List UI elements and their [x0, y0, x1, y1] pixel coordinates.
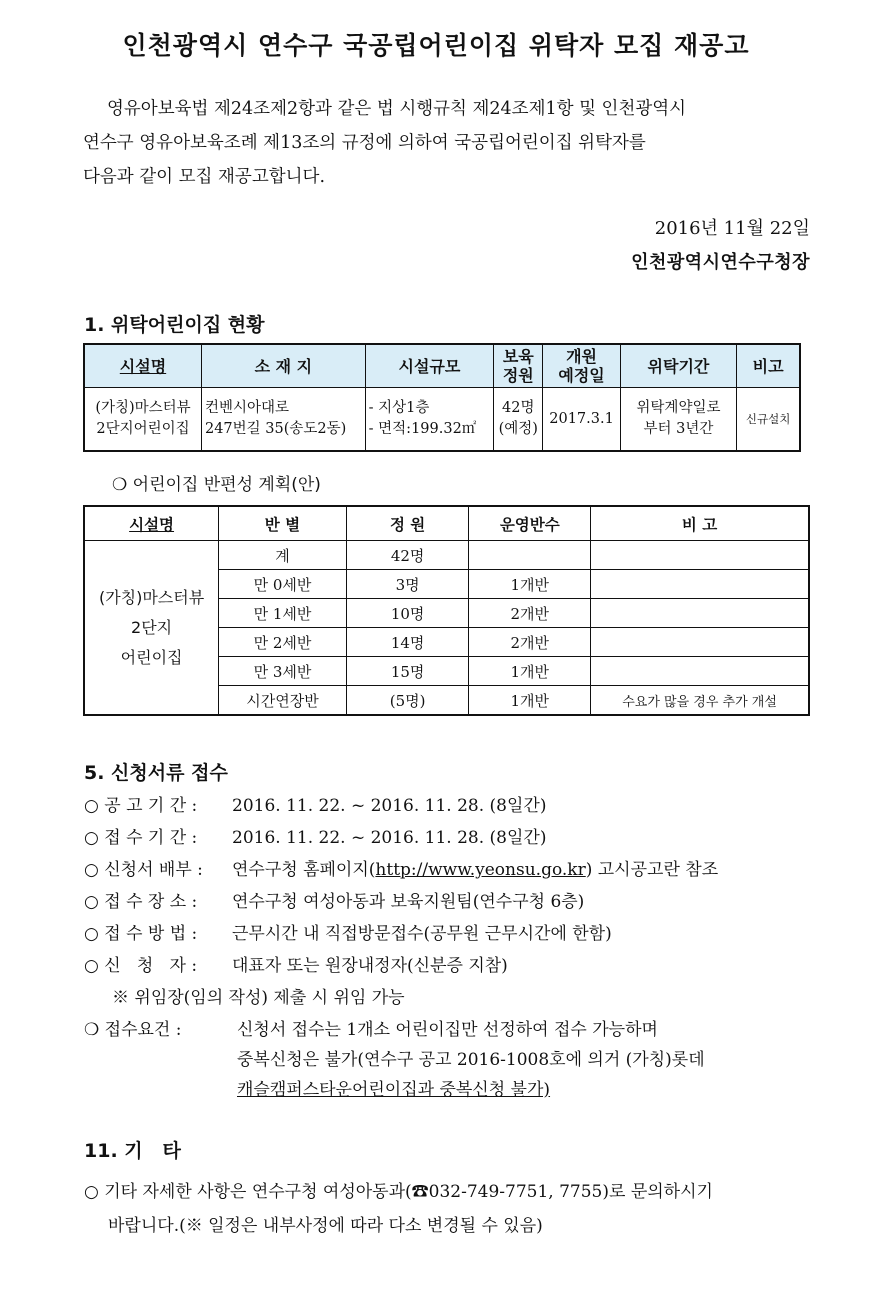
plan-cell-remark — [591, 599, 809, 628]
plan-cell-class: 만 3세반 — [219, 657, 347, 686]
class-plan-heading: ❍ 어린이집 반편성 계획(안) — [112, 475, 321, 495]
plan-cell-remark — [591, 541, 809, 570]
homepage-link[interactable]: http://www.yeonsu.go.kr — [375, 860, 586, 880]
plan-cell-count: 1개반 — [469, 686, 591, 716]
plan-cell-count — [469, 541, 591, 570]
other-info-line-2: 바랍니다.(※ 일정은 내부사정에 따라 다소 변경될 수 있음) — [108, 1216, 543, 1236]
intro-line-2: 연수구 영유아보육조례 제13조의 규정에 의하여 국공립어린이집 위탁자를 — [83, 133, 646, 153]
plan-cell-class: 계 — [219, 541, 347, 570]
plan-cell-count: 2개반 — [469, 599, 591, 628]
item-key: ○ 접 수 장 소 : — [84, 892, 198, 912]
list-item — [84, 854, 814, 886]
requirement-key: ❍ 접수요건 : — [84, 1020, 182, 1040]
item-value-prefix: 연수구청 홈페이지( — [232, 860, 376, 880]
intro-line-3: 다음과 같이 모집 재공고합니다. — [83, 167, 326, 187]
section-1-heading: 1. 위탁어린이집 현황 — [84, 314, 265, 336]
table-row — [84, 541, 809, 570]
requirement-line-2: 중복신청은 불가(연수구 공고 2016-1008호에 의거 (가칭)롯데 — [237, 1050, 705, 1070]
plan-cell-quota: 42명 — [346, 541, 469, 570]
header-address: 소 재 지 — [201, 344, 365, 388]
intro-paragraph — [83, 92, 813, 194]
plan-cell-quota: 3명 — [346, 570, 469, 599]
plan-cell-count: 2개반 — [469, 628, 591, 657]
item-value-suffix: ) 고시공고란 참조 — [585, 860, 719, 880]
item-key: ○ 신 청 자 : — [84, 956, 198, 976]
plan-cell-quota: (5명) — [346, 686, 469, 716]
item-key: ○ 신청서 배부 : — [84, 860, 203, 880]
item-value: 2016. 11. 22. ~ 2016. 11. 28. (8일간) — [232, 828, 547, 848]
item-key: ○ 접 수 기 간 : — [84, 828, 198, 848]
issuer-name: 인천광역시연수구청장 — [631, 252, 810, 273]
requirement-line-3: 캐슬캠퍼스타운어린이집과 중복신청 불가) — [237, 1080, 551, 1100]
plan-cell-remark: 수요가 많을 경우 추가 개설 — [591, 686, 809, 716]
requirement-line-1: 신청서 접수는 1개소 어린이집만 선정하여 접수 가능하며 — [237, 1020, 658, 1040]
list-item — [84, 918, 814, 950]
plan-header-name: 시설명 — [84, 506, 219, 541]
section-5-heading: 5. 신청서류 접수 — [84, 762, 228, 784]
header-period: 위탁기간 — [620, 344, 736, 388]
plan-cell-class: 만 0세반 — [219, 570, 347, 599]
cell-scale: - 지상1층 - 면적:199.32㎡ — [365, 388, 494, 452]
section-11-heading: 11. 기 타 — [84, 1140, 181, 1162]
plan-cell-quota: 10명 — [346, 599, 469, 628]
plan-cell-quota: 14명 — [346, 628, 469, 657]
item-value: 연수구청 여성아동과 보육지원팀(연수구청 6층) — [232, 892, 585, 912]
header-name: 시설명 — [84, 344, 201, 388]
item-key: ○ 접 수 방 법 : — [84, 924, 198, 944]
list-item — [84, 822, 814, 854]
application-details-list — [84, 790, 814, 1014]
cell-name: (가칭)마스터뷰 2단지어린이집 — [84, 388, 201, 452]
item-value: 근무시간 내 직접방문접수(공무원 근무시간에 한함) — [232, 924, 612, 944]
other-info-line-1: ○ 기타 자세한 사항은 연수구청 여성아동과(☎032-749-7751, 7755)로 문의하시기 — [84, 1182, 713, 1202]
plan-cell-class: 만 2세반 — [219, 628, 347, 657]
plan-header-row — [84, 506, 809, 541]
item-value: 대표자 또는 원장내정자(신분증 지참) — [232, 956, 508, 976]
table-row — [84, 388, 800, 452]
plan-header-class: 반 별 — [219, 506, 347, 541]
header-remark: 비고 — [737, 344, 800, 388]
plan-cell-remark — [591, 570, 809, 599]
cell-open-date: 2017.3.1 — [543, 388, 620, 452]
plan-cell-quota: 15명 — [346, 657, 469, 686]
item-key: ○ 공 고 기 간 : — [84, 796, 198, 816]
list-item — [84, 886, 814, 918]
other-info — [84, 1175, 814, 1243]
item-value: 2016. 11. 22. ~ 2016. 11. 28. (8일간) — [232, 796, 547, 816]
list-item — [84, 790, 814, 822]
cell-remark: 신규설치 — [737, 388, 800, 452]
plan-header-remark: 비 고 — [591, 506, 809, 541]
requirement-text — [237, 1015, 812, 1105]
page-title: 인천광역시 연수구 국공립어린이집 위탁자 모집 재공고 — [122, 31, 750, 60]
cell-address: 컨벤시아대로 247번길 35(송도2동) — [201, 388, 365, 452]
plan-cell-count: 1개반 — [469, 570, 591, 599]
cell-period: 위탁계약일로 부터 3년간 — [620, 388, 736, 452]
plan-cell-count: 1개반 — [469, 657, 591, 686]
plan-header-quota: 정 원 — [346, 506, 469, 541]
header-open-date: 개원 예정일 — [543, 344, 620, 388]
plan-header-count: 운영반수 — [469, 506, 591, 541]
plan-cell-class: 시간연장반 — [219, 686, 347, 716]
intro-line-1: 영유아보육법 제24조제2항과 같은 법 시행규칙 제24조제1항 및 인천광역시 — [107, 99, 687, 119]
header-capacity: 보육 정원 — [494, 344, 543, 388]
table-header-row — [84, 344, 800, 388]
plan-facility-name: (가칭)마스터뷰 2단지 어린이집 — [84, 541, 219, 716]
plan-cell-remark — [591, 657, 809, 686]
header-scale: 시설규모 — [365, 344, 494, 388]
plan-cell-class: 만 1세반 — [219, 599, 347, 628]
plan-cell-remark — [591, 628, 809, 657]
proxy-note: ※ 위임장(임의 작성) 제출 시 위임 가능 — [112, 988, 405, 1008]
cell-capacity: 42명 (예정) — [494, 388, 543, 452]
class-plan-table — [83, 505, 810, 716]
list-item — [84, 950, 814, 982]
notice-date: 2016년 11월 22일 — [654, 218, 810, 239]
facility-status-table — [83, 343, 801, 452]
